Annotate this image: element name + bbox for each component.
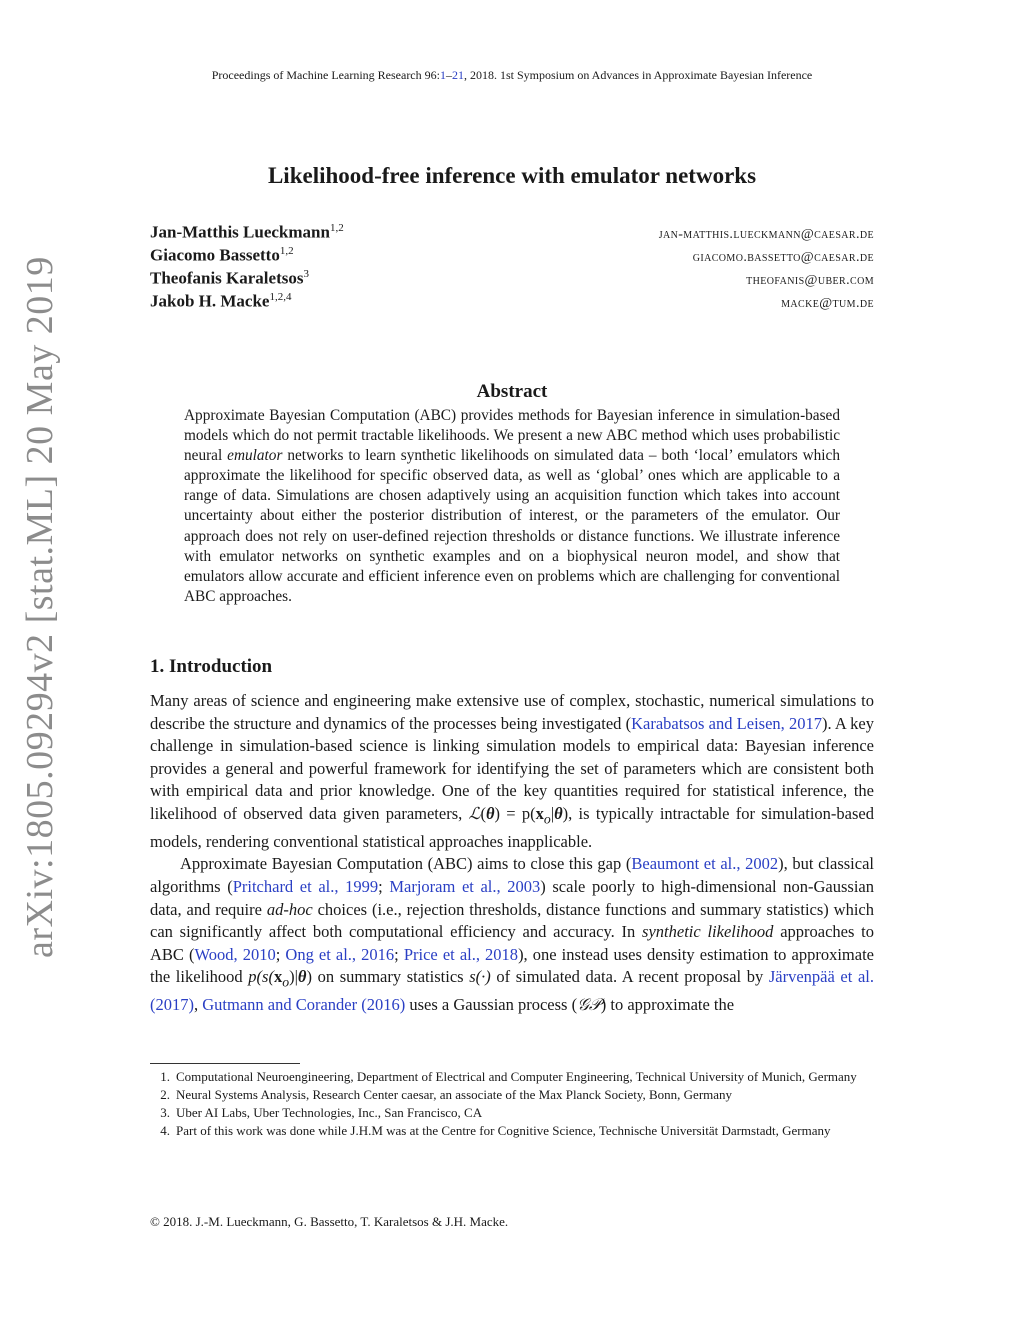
citation-link[interactable]: Beaumont et al., 2002 bbox=[631, 854, 779, 874]
footnote: 2. Neural Systems Analysis, Research Center caesar, an associate of the Max Planck Society, Bonn, Germany bbox=[160, 1087, 733, 1102]
abstract-emphasis: emulator bbox=[227, 447, 283, 465]
author-row bbox=[150, 245, 874, 268]
author-affiliation: 1,2 bbox=[329, 222, 344, 234]
author-affiliation: 1,2 bbox=[279, 245, 294, 257]
abstract-heading: Abstract bbox=[476, 381, 548, 402]
citation-link[interactable]: Marjoram et al., 2003 bbox=[389, 877, 541, 897]
footnote-divider bbox=[150, 1063, 300, 1064]
footnote: 4. Part of this work was done while J.H.M was at the Centre for Cognitive Science, Technische Universität Darmstadt, Germany bbox=[160, 1123, 831, 1138]
citation-link[interactable]: Gutmann and Corander (2016) bbox=[202, 995, 406, 1015]
introduction-body bbox=[150, 690, 874, 1017]
footnote: 3. Uber AI Labs, Uber Technologies, Inc., San Francisco, CA bbox=[160, 1105, 483, 1120]
citation-link[interactable]: Järvenpää et al. (2017) bbox=[150, 967, 874, 1015]
header-page-first-link[interactable]: 1 bbox=[439, 68, 446, 82]
running-header bbox=[0, 68, 1024, 83]
citation-link[interactable]: Price et al., 2018 bbox=[403, 944, 519, 964]
header-prefix: Proceedings of Machine Learning Research 96: bbox=[211, 68, 440, 82]
footnotes bbox=[150, 1068, 874, 1140]
citation-link[interactable]: Wood, 2010 bbox=[194, 944, 276, 964]
author-email[interactable]: jan-matthis.lueckmann@caesar.de bbox=[658, 226, 874, 242]
author-name: Jan-Matthis Lueckmann$^{1,2}$ bbox=[150, 222, 344, 242]
footnote: 1. Computational Neuroengineering, Department of Electrical and Computer Engineering, Technical University of Munich, Germany bbox=[160, 1069, 857, 1084]
header-suffix: , 2018. 1st Symposium on Advances in Approximate Bayesian Inference bbox=[463, 68, 813, 82]
author-name: Giacomo Bassetto$^{1,2}$ bbox=[150, 245, 294, 265]
citation-link[interactable]: Ong et al., 2016 bbox=[285, 944, 395, 964]
author-row bbox=[150, 222, 874, 245]
citation-link[interactable]: Pritchard et al., 1999 bbox=[232, 877, 379, 897]
author-row bbox=[150, 268, 874, 291]
author-block bbox=[150, 222, 874, 314]
intro-paragraph-1: Many areas of science and engineering make extensive use of complex, stochastic, numerical simulations to describe the structure and dynamics of the processes being investigated (Karabatsos and Leisen, 2017). A key challenge in simulation-based science is linking simulation models to empirical data: Bayesian inference provides a general and powerful framework for identifying the set of parameters which are consistent both with empirical data and prior knowledge. One of the key quantities required for statistical inference, the likelihood of observed data given parameters, ℒ(θ) = $p(x_o|\theta)$, is typically intractable for simulation-based models, rendering conventional statistical approaches inapplicable. bbox=[150, 691, 874, 851]
abstract-text: Approximate Bayesian Computation (ABC) provides methods for Bayesian inference in simulation-based models which do not permit tractable likelihoods. We present a new ABC method which uses probabilistic neural emulator networks to learn synthetic likelihoods on simulated data – both ‘local’ emulators which approximate the likelihood for specific observed data, as well as ‘global’ ones which are applicable to a range of data. Simulations are chosen adaptively using an acquisition function which takes into account uncertainty about either the posterior distribution of interest, or the parameters of the emulator. Our approach does not rely on user-defined rejection thresholds or distance functions. We illustrate inference with emulator networks on synthetic examples and on a biophysical neuron model, and show that emulators allow accurate and efficient inference even on problems which are challenging for conventional ABC approaches. bbox=[184, 407, 840, 605]
copyright-notice: © 2018. J.-M. Lueckmann, G. Bassetto, T. Karaletsos & J.H. Macke. bbox=[150, 1214, 509, 1229]
arxiv-stamp: arXiv:1805.09294v2 [stat.ML] 20 May 2019 bbox=[19, 256, 61, 958]
header-dash: – bbox=[445, 68, 452, 82]
header-page-last-link[interactable]: 21 bbox=[451, 68, 464, 82]
author-email[interactable]: giacomo.bassetto@caesar.de bbox=[692, 249, 874, 265]
author-email[interactable]: theofanis@uber.com bbox=[746, 272, 874, 288]
author-name: Theofanis Karaletsos$^3$ bbox=[150, 268, 309, 288]
citation-link[interactable]: Karabatsos and Leisen, 2017 bbox=[631, 713, 822, 733]
section-heading-introduction: 1. Introduction bbox=[150, 656, 273, 677]
author-affiliation: 1,2,4 bbox=[269, 291, 292, 303]
author-affiliation: 3 bbox=[303, 268, 309, 280]
author-email[interactable]: macke@tum.de bbox=[781, 295, 874, 311]
paper-title: Likelihood-free inference with emulator networks bbox=[267, 163, 757, 188]
author-name: Jakob H. Macke$^{1,2,4}$ bbox=[150, 291, 292, 311]
author-row bbox=[150, 291, 874, 314]
intro-paragraph-2: Approximate Bayesian Computation (ABC) aims to close this gap (Beaumont et al., 2002), but classical algorithms (Pritchard et al., 1999; Marjoram et al., 2003) scale poorly to high-dimensional non-Gaussian data, and require ad-hoc choices (i.e., rejection thresholds, distance functions and summary statistics) which can significantly affect both computational efficiency and accuracy. In synthetic likelihood approaches to ABC (Wood, 2010; Ong et al., 2016; Price et al., 2018), one instead uses density estimation to approximate the likelihood $p(s(x_o)|\theta)$ on summary statistics s(·) of simulated data. A recent proposal by Järvenpää et al. (2017), Gutmann and Corander (2016) uses a Gaussian process (𝒢𝒫) to approximate the bbox=[150, 854, 874, 1015]
